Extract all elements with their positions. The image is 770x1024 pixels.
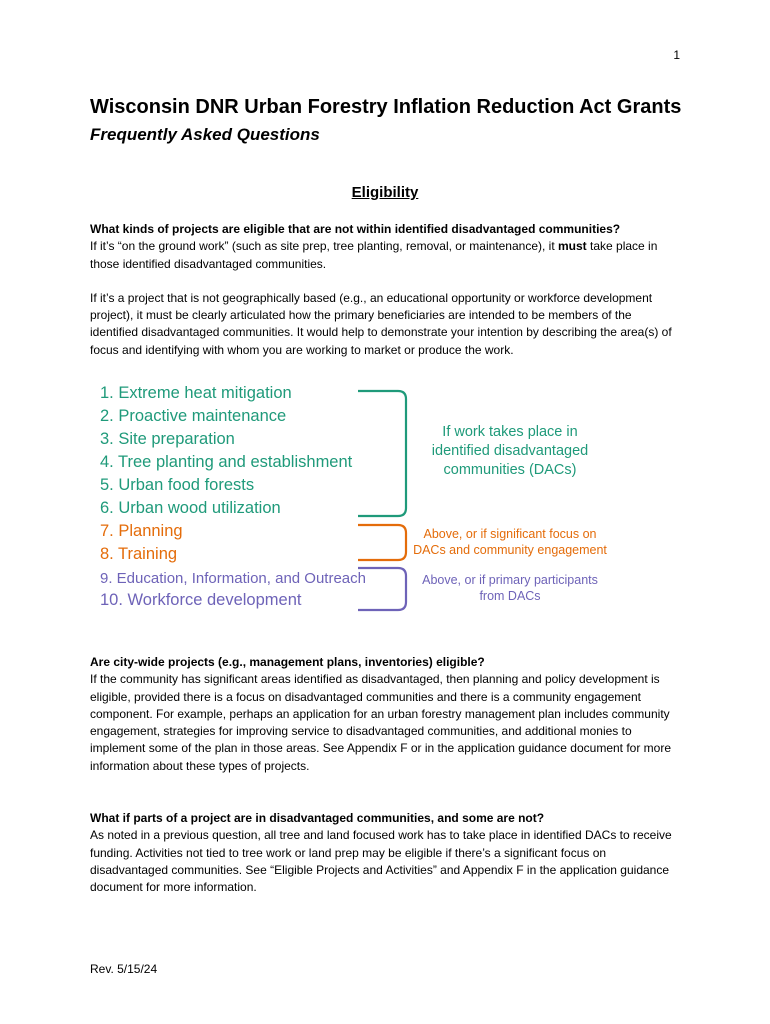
list-item: 3. Site preparation — [100, 430, 235, 448]
orange-bracket — [358, 525, 406, 560]
faq-eligible-projects — [90, 221, 680, 359]
list-item: 1. Extreme heat mitigation — [100, 384, 292, 402]
list-item: 2. Proactive maintenance — [100, 407, 287, 425]
note-significant-focus: Above, or if significant focus on DACs and community engagement — [413, 527, 607, 557]
faq-answer-continued: If it’s a project that is not geographically based (e.g., an educational opportunity or workforce development project), it must be clearly articulated how the primary beneficiaries are intended to be members of the identified disadvantaged communities. It would help to demonstrate your intention by describing the area(s) of focus and identifying with whom you are working to market or produce the work. — [90, 290, 672, 357]
faq-answer: As noted in a previous question, all tree and land focused work has to take place in identified DACs to receive funding. Activities not tied to tree work or land prep may be eligible if there’s a significant focus on disadvantaged communities. See “Eligible Projects and Activities” and Appendix F in the application guidance document for more information. — [90, 828, 672, 895]
section-heading-eligibility: Eligibility — [351, 184, 419, 201]
list-item: 8. Training — [100, 545, 178, 563]
list-item: 9. Education, Information, and Outreach — [100, 570, 366, 587]
eligibility-diagram — [0, 380, 770, 620]
faq-answer: If it’s “on the ground work” (such as site prep, tree planting, removal, or maintenance), it must take place in those identified disadvantaged communities. — [90, 239, 658, 271]
document-title: Wisconsin DNR Urban Forestry Inflation Reduction Act Grants — [90, 96, 682, 118]
list-item: 5. Urban food forests — [100, 476, 255, 494]
revision-date: Rev. 5/15/24 — [90, 962, 158, 976]
note-dac-work: If work takes place in identified disadvantaged communities (DACs) — [431, 424, 589, 478]
faq-city-wide-projects — [90, 654, 680, 775]
faq-question: What if parts of a project are in disadvantaged communities, and some are not? — [90, 811, 545, 825]
faq-partial-dac-projects — [90, 810, 680, 896]
list-item: 7. Planning — [100, 522, 183, 540]
document-subtitle: Frequently Asked Questions — [90, 125, 320, 144]
page-number: 1 — [673, 48, 680, 62]
list-item: 6. Urban wood utilization — [100, 499, 281, 517]
green-bracket-full — [358, 391, 406, 516]
note-primary-participants: Above, or if primary participants from DACs — [422, 573, 598, 603]
list-item: 10. Workforce development — [100, 591, 302, 609]
list-item: 4. Tree planting and establishment — [100, 453, 353, 471]
faq-answer: If the community has significant areas identified as disadvantaged, then planning and policy development is eligible, provided there is a focus on disadvantaged communities and there is a community engagement component. For example, perhaps an application for an urban forestry management plan includes community engagement, strategies for improving service to disadvantaged communities, and additional monies to implement some of the plan in those areas. See Appendix F or in the application guidance document for more information about these types of projects. — [90, 672, 672, 773]
faq-question: Are city-wide projects (e.g., management plans, inventories) eligible? — [90, 655, 485, 669]
faq-question: What kinds of projects are eligible that are not within identified disadvantaged communities? — [90, 222, 621, 236]
